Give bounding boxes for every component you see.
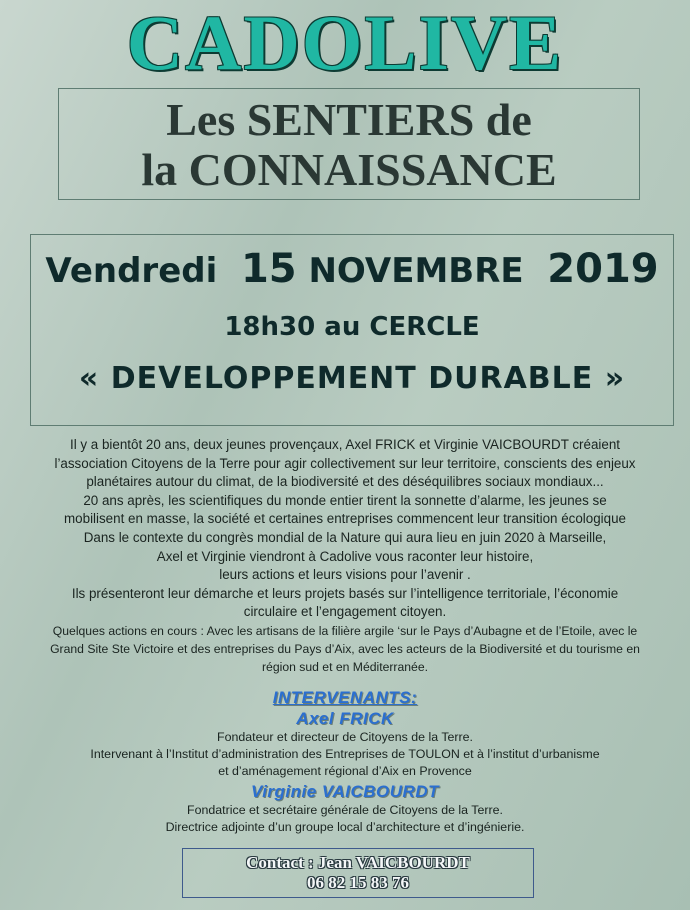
subtitle-box: [58, 88, 640, 200]
contact-box: [182, 848, 534, 898]
page-title: CADOLIVE: [126, 0, 564, 86]
description-line: Dans le contexte du congrès mondial de la Nature qui aura lieu en juin 2020 à Marseille,: [83, 529, 607, 545]
subtitle-line-1: Les SENTIERS de: [166, 94, 532, 145]
speaker-1-detail: et d’aménagement régional d’Aix en Provence: [218, 764, 472, 779]
description-line: Ils présenteront leur démarche et leurs projets basés sur l’intelligence territoriale, l’économie: [71, 585, 619, 601]
event-box: [30, 234, 674, 426]
event-year: 2019: [547, 246, 659, 292]
event-time-place: 18h30 au CERCLE: [224, 312, 480, 342]
actions-line: région sud et en Méditerranée.: [262, 659, 428, 674]
speakers-section: [10, 687, 680, 836]
description-line: mobilisent en masse, la société et certaines entreprises commencent leur transition écologique: [64, 511, 626, 527]
speaker-2-name: Virginie VAICBOURDT: [250, 781, 439, 801]
event-month: NOVEMBRE: [308, 251, 524, 291]
description: [10, 436, 680, 676]
contact-phone: 06 82 15 83 76: [307, 873, 409, 892]
speaker-1-detail: Intervenant à l’Institut d’administration des Entreprises de TOULON et à l’institut d’urbanisme: [90, 747, 600, 762]
event-date-number: 15: [240, 246, 297, 292]
description-line: planétaires autour du climat, de la biodiversité et des déséquilibres sociaux mondiaux...: [86, 474, 604, 490]
event-day: Vendredi: [45, 251, 218, 291]
actions-line: Grand Site Ste Victoire et des entreprises du Pays d’Aix, avec les acteurs de la Biodiversité et du tourisme en: [50, 641, 640, 656]
description-line: 20 ans après, les scientifiques du monde entier tirent la sonnette d’alarme, les jeunes se: [83, 492, 607, 508]
event-date: [31, 246, 673, 292]
actions-line: Quelques actions en cours : Avec les artisans de la filière argile ‘sur le Pays d’Aubagne et de l’Etoile, avec le: [52, 623, 638, 638]
speaker-1-name: Axel FRICK: [296, 709, 394, 728]
subtitle-line-2: la CONNAISSANCE: [141, 144, 557, 195]
speaker-2-role: Fondatrice et secrétaire générale de Citoyens de la Terre.: [187, 802, 503, 817]
event-theme: « DEVELOPPEMENT DURABLE »: [78, 361, 626, 396]
speaker-2-detail: Directrice adjointe d’un groupe local d’architecture et d’ingénierie.: [165, 819, 525, 834]
description-line: leurs actions et leurs visions pour l’avenir .: [219, 567, 471, 583]
description-line: circulaire et l’engagement citoyen.: [243, 604, 447, 620]
contact-name: Contact : Jean VAICBOURDT: [246, 853, 470, 872]
description-line: l’association Citoyens de la Terre pour agir collectivement sur leur territoire, conscients des enjeux: [54, 455, 636, 471]
description-line: Il y a bientôt 20 ans, deux jeunes provençaux, Axel FRICK et Virginie VAICBOURDT créaient: [69, 437, 621, 452]
speakers-heading: INTERVENANTS:: [272, 688, 418, 707]
speaker-1-role: Fondateur et directeur de Citoyens de la Terre.: [217, 730, 473, 744]
description-line: Axel et Virginie viendront à Cadolive vous raconter leur histoire,: [156, 548, 534, 564]
